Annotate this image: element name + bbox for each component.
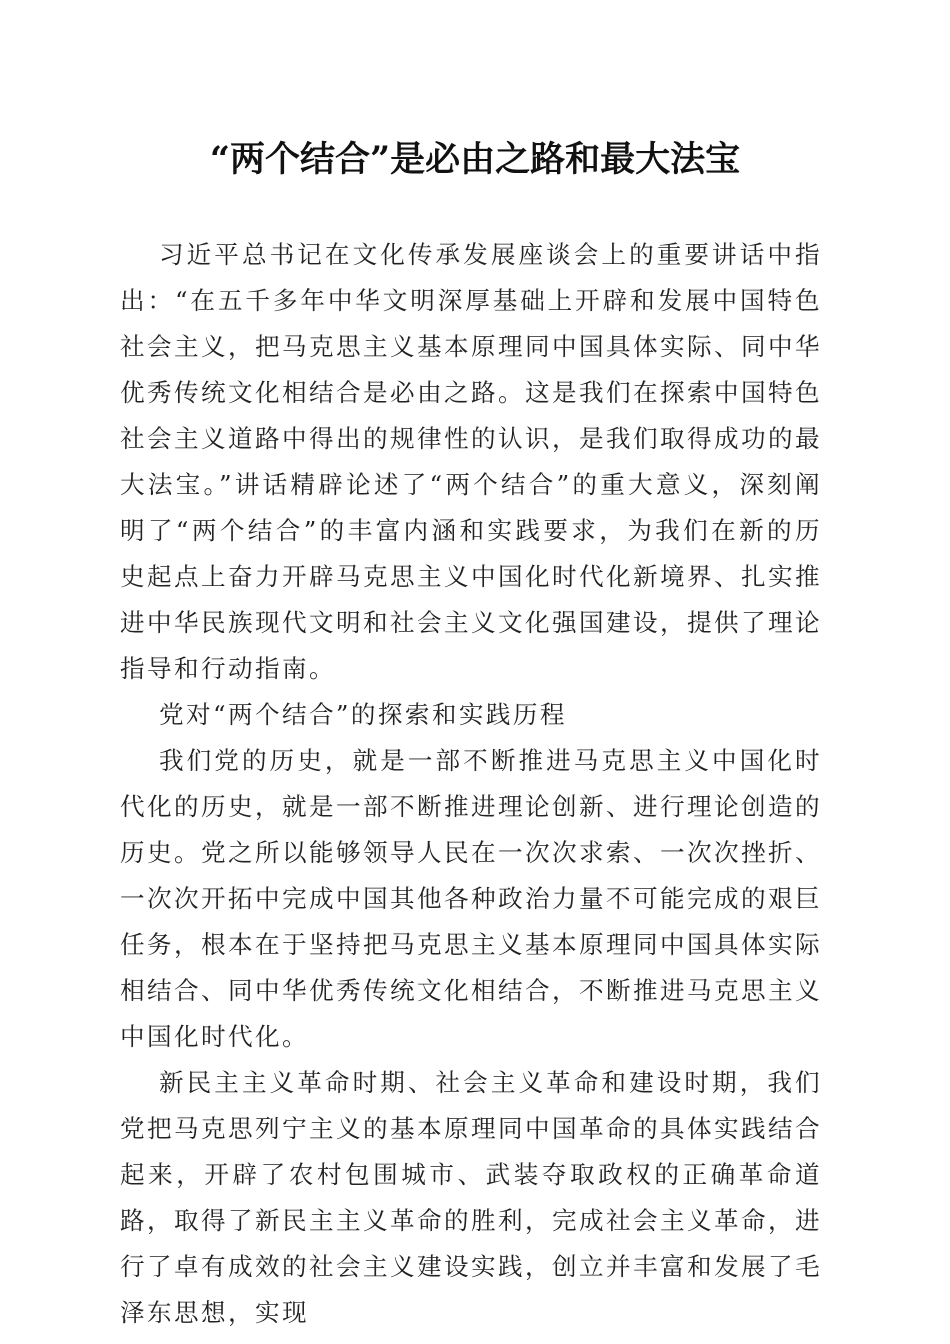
document-body (120, 232, 822, 1336)
paragraph-new-democratic-revolution: 新民主主义革命时期、社会主义革命和建设时期，我们党把马克思列宁主义的基本原理同中国革命的具体实践结合起来，开辟了农村包围城市、武装夺取政权的正确革命道路，取得了新民主主义革命的胜利，完成社会主义革命，进行了卓有成效的社会主义建设实践，创立并丰富和发展了毛泽东思想，实现 (120, 1068, 822, 1327)
document-title: “两个结合”是必由之路和最大法宝 (209, 139, 741, 180)
paragraph-party-history: 我们党的历史，就是一部不断推进马克思主义中国化时代化的历史，就是一部不断推进理论创新、进行理论创造的历史。党之所以能够领导人民在一次次求索、一次次挫折、一次次开拓中完成中国其他各种政治力量不可能完成的艰巨任务，根本在于坚持把马克思主义基本原理同中国具体实际相结合、同中华优秀传统文化相结合，不断推进马克思主义中国化时代化。 (120, 746, 822, 1051)
paragraph-intro: 习近平总书记在文化传承发展座谈会上的重要讲话中指出：“在五千多年中华文明深厚基础上开辟和发展中国特色社会主义，把马克思主义基本原理同中国具体实际、同中华优秀传统文化相结合是必由之路。这是我们在探索中国特色社会主义道路中得出的规律性的认识，是我们取得成功的最大法宝。”讲话精辟论述了“两个结合”的重大意义，深刻阐明了“两个结合”的丰富内涵和实践要求，为我们在新的历史起点上奋力开辟马克思主义中国化时代化新境界、扎实推进中华民族现代文明和社会主义文化强国建设，提供了理论指导和行动指南。 (120, 240, 822, 683)
section-heading: 党对“两个结合”的探索和实践历程 (159, 700, 567, 729)
